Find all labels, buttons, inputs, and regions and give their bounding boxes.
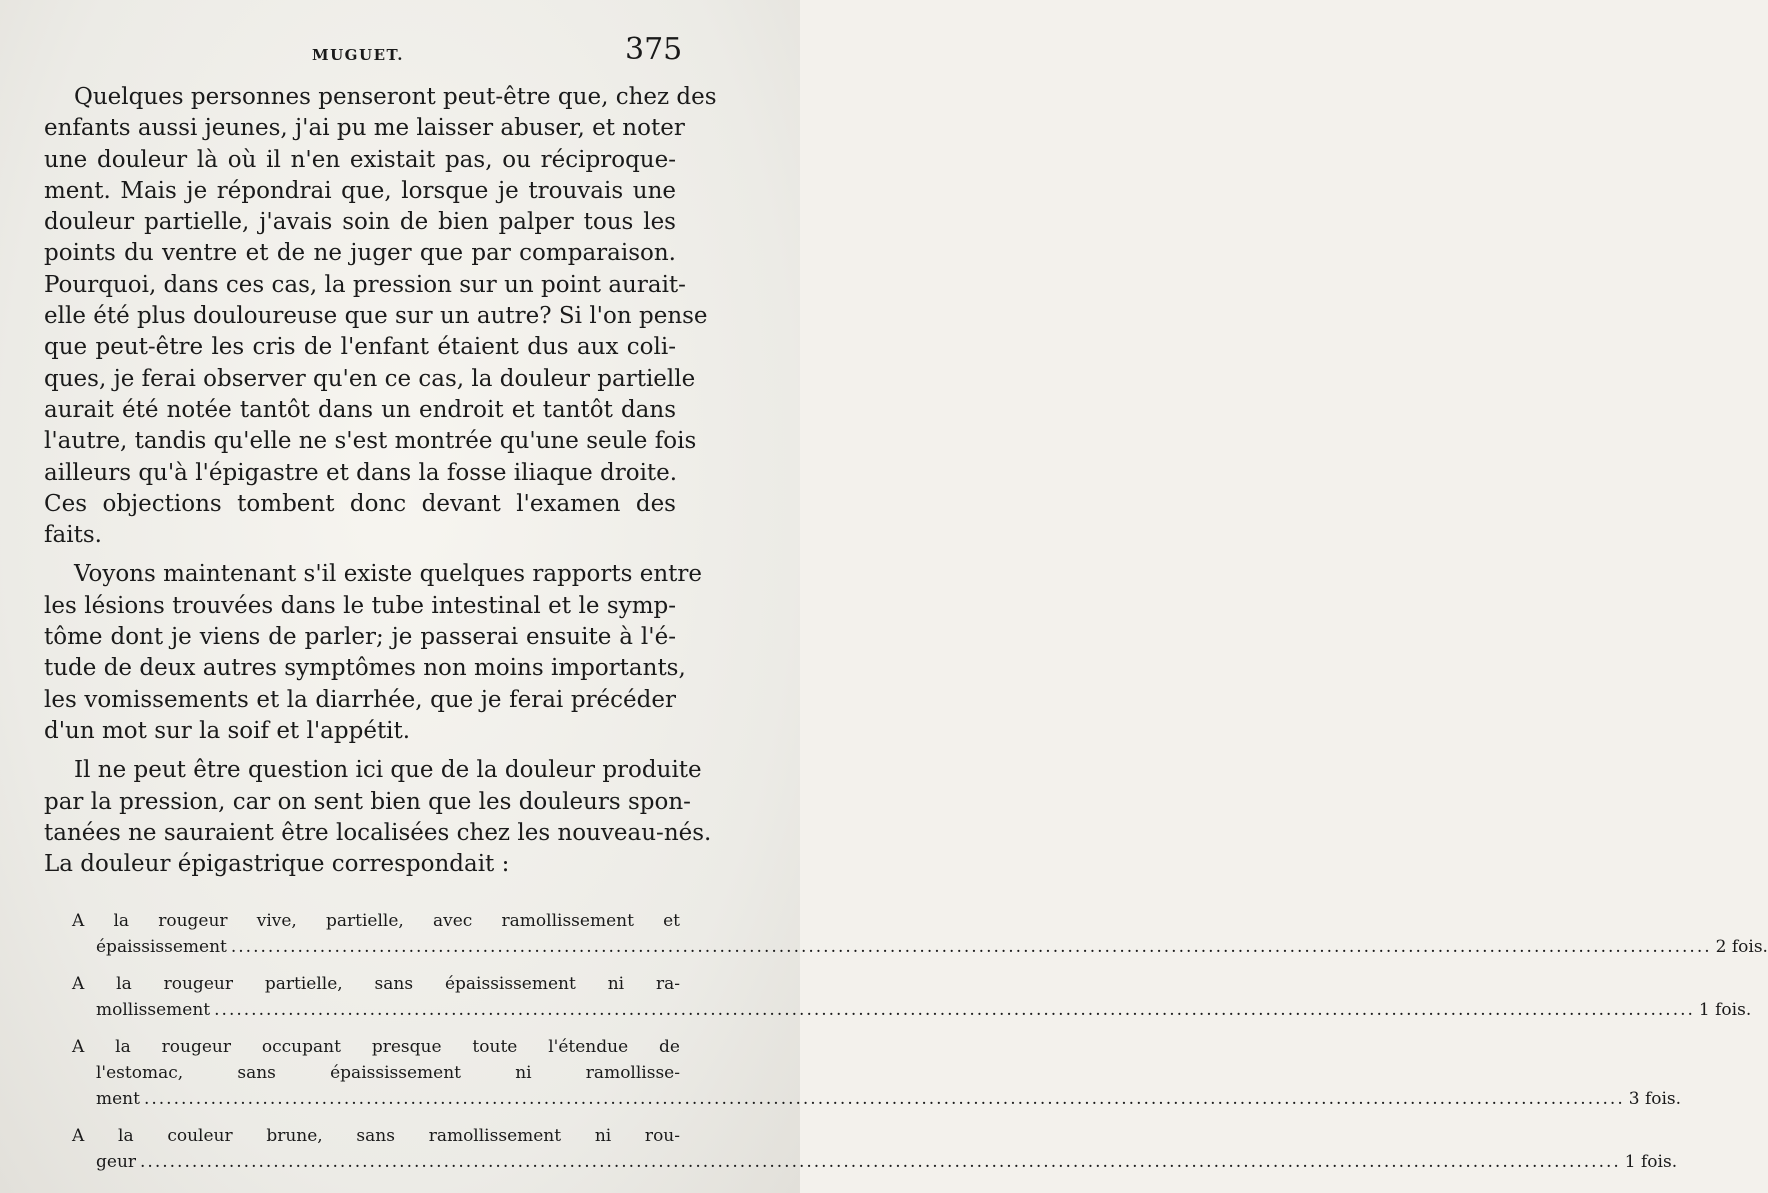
entry-count: 2 fois.	[1715, 937, 1768, 957]
text-line: tôme dont je viens de parler; je passerai ensuite à l'é-	[44, 624, 676, 651]
text-line: douleur partielle, j'avais soin de bien palper tous les	[44, 209, 676, 236]
text-line: d'un mot sur la soif et l'appétit.	[44, 717, 411, 744]
text-line: les lésions trouvées dans le tube intestinal et le symp-	[44, 592, 676, 619]
dot-leader: ........................................................................................................................................................................................................	[214, 1000, 1695, 1020]
text-line: ques, je ferai observer qu'en ce cas, la douleur partielle	[44, 365, 696, 392]
text-line: l'autre, tandis qu'elle ne s'est montrée qu'une seule fois	[44, 428, 697, 455]
text-line: que peut-être les cris de l'enfant étaient dus aux coli-	[44, 334, 676, 361]
entry-leader-line	[72, 934, 1768, 960]
entry-line: A la rougeur partielle, sans épaississement ni ra-	[72, 974, 680, 994]
text-line: enfants aussi jeunes, j'ai pu me laisser abuser, et noter	[44, 115, 685, 142]
text-line: les vomissements et la diarrhée, que je ferai précéder	[44, 686, 676, 713]
list-item	[72, 1034, 1682, 1112]
dot-leader: ........................................................................................................................................................................................................	[143, 1089, 1625, 1109]
running-head: MUGUET.	[312, 46, 404, 64]
list-item	[72, 1123, 1678, 1175]
list-item	[72, 971, 1752, 1023]
text-line: points du ventre et de ne juger que par comparaison.	[44, 240, 676, 267]
text-line: aurait été notée tantôt dans un endroit et tantôt dans	[44, 396, 676, 423]
text-line: Quelques personnes penseront peut-être que, chez des	[74, 84, 717, 110]
entry-leader-line	[72, 997, 1752, 1023]
paragraph	[44, 755, 712, 880]
page-header	[0, 30, 800, 80]
entry-count: 1 fois.	[1624, 1152, 1678, 1172]
body-text	[44, 82, 717, 888]
text-line: ment. Mais je répondrai que, lorsque je trouvais une	[44, 177, 676, 204]
entry-count: 1 fois.	[1698, 1000, 1752, 1020]
text-line: tanées ne sauraient être localisées chez les nouveau-nés.	[44, 819, 712, 846]
entry-term: épaississement	[96, 937, 227, 957]
paragraph	[44, 82, 717, 551]
paragraph	[44, 559, 702, 747]
text-line: par la pression, car on sent bien que les douleurs spon-	[44, 788, 691, 815]
text-line: faits.	[44, 522, 102, 549]
text-line: La douleur épigastrique correspondait :	[44, 851, 510, 878]
text-line: Ces objections tombent donc devant l'examen des	[44, 490, 676, 517]
entry-line: A la rougeur vive, partielle, avec ramollissement et	[72, 911, 680, 931]
entry-line: l'estomac, sans épaississement ni ramollisse-	[96, 1063, 680, 1083]
correspondence-list	[72, 908, 1768, 1186]
text-line: Il ne peut être question ici que de la douleur produite	[74, 757, 702, 784]
entry-term: ment	[96, 1089, 140, 1109]
entry-term: mollissement	[96, 1000, 211, 1020]
list-item	[72, 908, 1768, 960]
text-line: une douleur là où il n'en existait pas, ou réciproque-	[44, 146, 676, 173]
text-line: ailleurs qu'à l'épigastre et dans la fosse iliaque droite.	[44, 459, 678, 486]
dot-leader: ........................................................................................................................................................................................................	[140, 1152, 1621, 1172]
text-line: Voyons maintenant s'il existe quelques rapports entre	[74, 561, 702, 588]
dot-leader: ........................................................................................................................................................................................................	[230, 937, 1712, 957]
text-line: elle été plus douloureuse que sur un autre? Si l'on pense	[44, 303, 708, 330]
entry-line: A la rougeur occupant presque toute l'étendue de	[72, 1037, 680, 1057]
entry-leader-line	[72, 1086, 1682, 1112]
text-line: tude de deux autres symptômes non moins importants,	[44, 655, 686, 682]
entry-line: A la couleur brune, sans ramollissement ni rou-	[72, 1126, 680, 1146]
entry-count: 3 fois.	[1628, 1089, 1682, 1109]
page-number: 375	[625, 32, 683, 67]
text-line: Pourquoi, dans ces cas, la pression sur un point aurait-	[44, 271, 686, 298]
entry-leader-line	[72, 1149, 1678, 1175]
entry-term: geur	[96, 1152, 137, 1172]
